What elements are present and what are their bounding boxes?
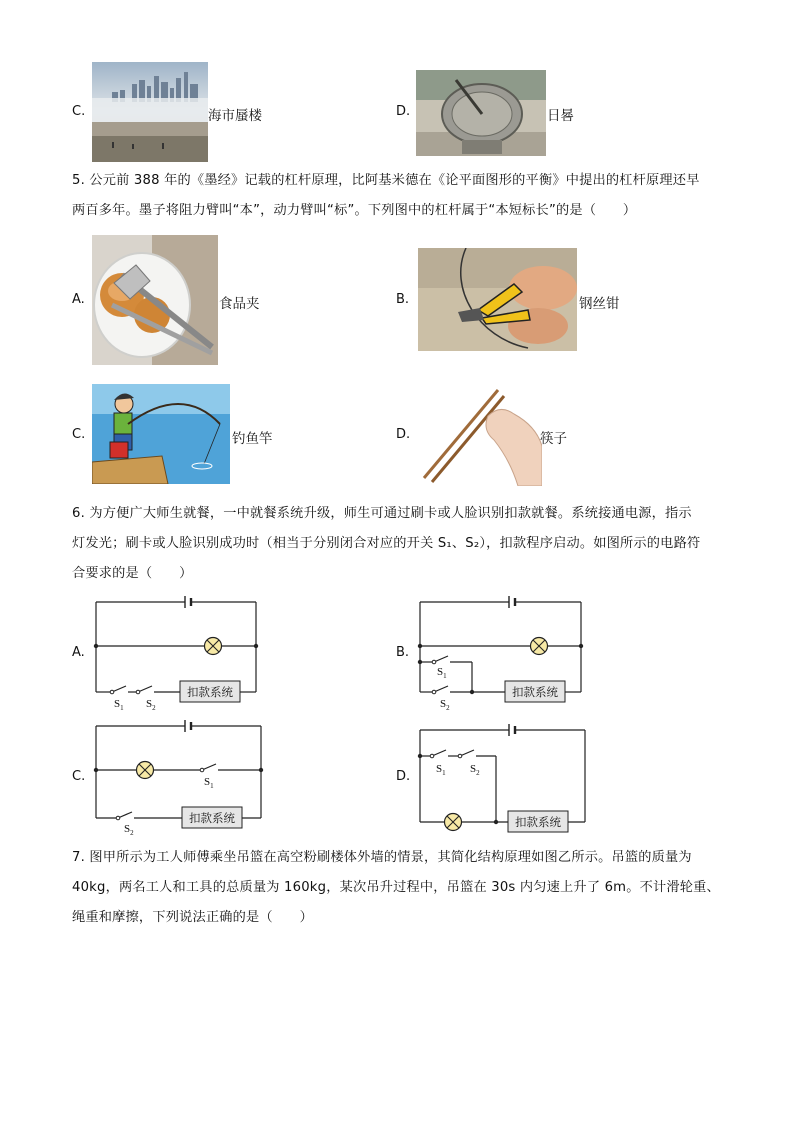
chopsticks-photo [418, 386, 542, 486]
q6-option-b-letter: B. [396, 645, 410, 660]
q5-line-2: 两百多年。墨子将阻力臂叫“本”，动力臂叫“标”。下列图中的杠杆属于“本短标长”的是（ ） [72, 203, 637, 218]
q4-option-d-caption: 日晷 [547, 108, 574, 124]
c-s1-label: $S_1$ [204, 776, 214, 790]
b-s1-label: $S_1$ [437, 666, 447, 680]
device-label-d: 扣款系统 [515, 817, 561, 829]
q6-option-c-letter: C. [72, 769, 86, 784]
q7-stem [72, 843, 724, 933]
q6-line-3: 合要求的是（ ） [72, 566, 193, 581]
device-label-c: 扣款系统 [189, 813, 235, 825]
q5-option-d-letter: D. [396, 427, 411, 442]
fishing-rod-cartoon [92, 384, 230, 484]
mirage-city-photo [92, 62, 208, 162]
q5-option-b-caption: 钢丝钳 [579, 296, 620, 312]
q5-option-a-letter: A. [72, 292, 85, 307]
q7-line-3: 绳重和摩擦，下列说法正确的是（ ） [72, 910, 313, 925]
q5-option-c-letter: C. [72, 427, 86, 442]
q6-line-2: 灯发光；刷卡或人脸识别成功时（相当于分别闭合对应的开关 S₁、S₂），扣款程序启动。如图所示的电路符 [72, 536, 701, 551]
b-s2-label: $S_2$ [440, 698, 450, 712]
q5-option-b-letter: B. [396, 292, 410, 307]
circuit-diagrams [0, 590, 794, 850]
q7-line-2: 40kg，两名工人和工具的总质量为 160kg，某次吊升过程中，吊篮在 30s 内匀速上升了 6m。不计滑轮重、 [72, 880, 720, 895]
q5-option-a-caption: 食品夹 [219, 296, 260, 312]
food-tongs-photo [92, 235, 218, 365]
q4-option-d-letter: D. [396, 104, 411, 119]
q6-option-a-letter: A. [72, 645, 85, 660]
q7-line-1: 7. 图甲所示为工人师傅乘坐吊篮在高空粉刷楼体外墙的情景，其简化结构原理如图乙所示。吊篮的质量为 [72, 850, 692, 865]
q6-line-1: 6. 为方便广大师生就餐，一中就餐系统升级，师生可通过刷卡或人脸识别扣款就餐。系统接通电源，指示 [72, 506, 692, 521]
device-label-a: 扣款系统 [187, 687, 233, 699]
q4-option-c-caption: 海市蜃楼 [208, 108, 262, 124]
q6-stem [72, 499, 724, 589]
a-s1-label: $S_1$ [114, 698, 124, 712]
d-s1-label: $S_1$ [436, 763, 446, 777]
q5-stem [72, 166, 724, 226]
d-s2-label: $S_2$ [470, 763, 480, 777]
c-s2-label: $S_2$ [124, 823, 134, 837]
device-label-b: 扣款系统 [512, 687, 558, 699]
wire-pliers-photo [418, 248, 577, 351]
q6-option-d-letter: D. [396, 769, 411, 784]
circuit-a [96, 596, 256, 692]
q5-option-c-caption: 钓鱼竿 [232, 431, 273, 447]
circuit-c [96, 720, 261, 818]
q5-option-d-caption: 筷子 [540, 431, 567, 447]
q5-line-1: 5. 公元前 388 年的《墨经》记载的杠杆原理，比阿基米德在《论平面图形的平衡》中提出的杠杆原理还早 [72, 173, 700, 188]
sundial-photo [416, 70, 546, 156]
a-s2-label: $S_2$ [146, 698, 156, 712]
q4-option-c-letter: C. [72, 104, 86, 119]
